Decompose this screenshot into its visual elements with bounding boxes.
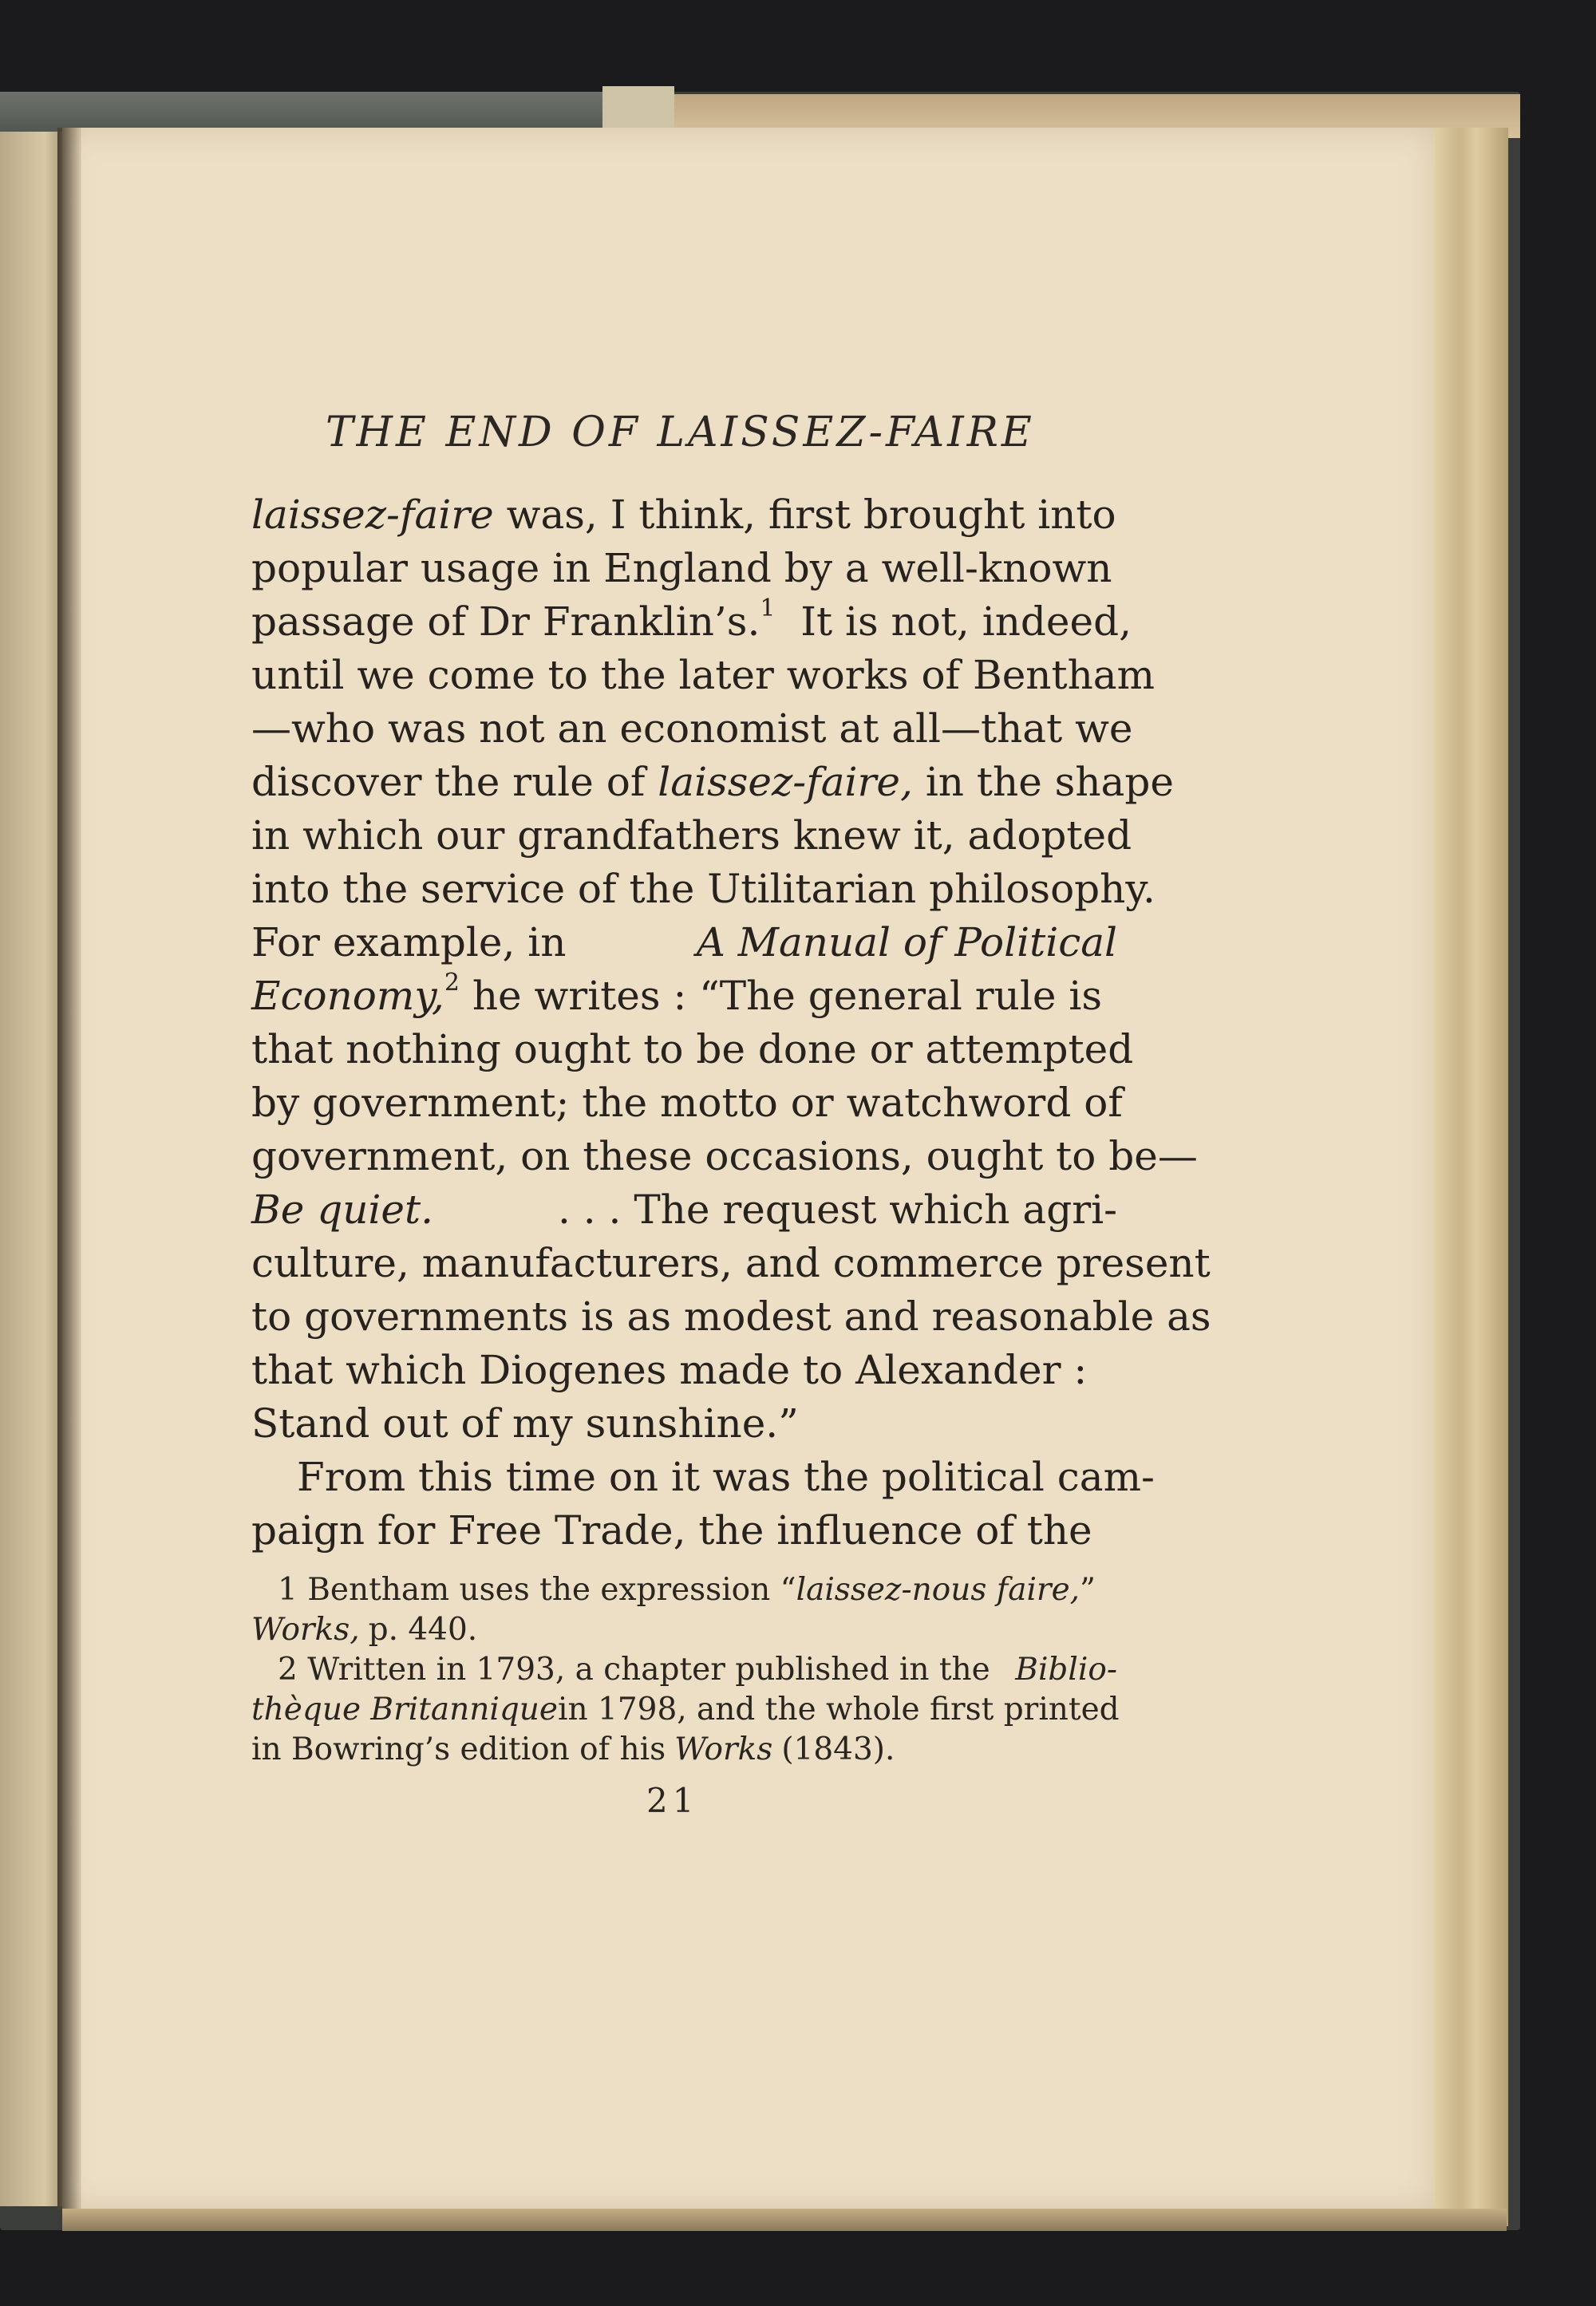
running-head: THE END OF LAISSEZ-FAIRE: [326, 409, 1035, 456]
book-title: A Manual of Political: [696, 919, 1117, 965]
book-title: Biblio-: [1015, 1652, 1117, 1688]
text-span: was, I think, first brought into: [506, 492, 1116, 538]
body-text: [251, 488, 1211, 1558]
footnote-line: [251, 1730, 1117, 1770]
text-line: [251, 969, 1117, 1023]
text-line: that which Diogenes made to Alexander :: [251, 1347, 1088, 1393]
book-title: thèque Britannique: [251, 1692, 559, 1728]
footnote-line: [251, 1690, 1120, 1730]
text-span: ”: [1080, 1572, 1096, 1608]
text-line: From this time on it was the political cam-: [297, 1454, 1155, 1500]
text-line: [251, 1183, 1117, 1237]
footnotes: [251, 1570, 1120, 1770]
footnote-line: [251, 1570, 1117, 1610]
facing-page-edge: [0, 132, 64, 2206]
text-line: in which our grandfathers knew it, adopted: [251, 812, 1132, 859]
book-title: Works: [674, 1731, 773, 1767]
italic-term: Be quiet.: [251, 1187, 434, 1233]
text-line: paign for Free Trade, the influence of the: [251, 1507, 1092, 1554]
text-span: Written in 1793, a chapter published in the: [307, 1652, 990, 1688]
footnote-line: [251, 1610, 1117, 1650]
italic-term: laissez-faire: [251, 492, 494, 538]
text-span: For example, in: [251, 919, 567, 965]
text-span: in Bowring’s edition of his: [251, 1731, 666, 1767]
page-stack-edge: [1428, 128, 1508, 2226]
footnote-number: 1: [278, 1572, 298, 1608]
italic-term: laissez-faire,: [658, 759, 913, 805]
text-line: culture, manufacturers, and commerce present: [251, 1240, 1211, 1286]
text-line: that nothing ought to be done or attempted: [251, 1026, 1134, 1072]
text-line: [251, 488, 1117, 542]
footnote-ref: 2: [444, 969, 460, 997]
italic-term: laissez-nous faire,: [796, 1572, 1080, 1608]
book-title: Economy,: [251, 973, 444, 1019]
text-span: discover the rule of: [251, 759, 646, 805]
footnote-ref: 1: [760, 594, 776, 623]
text-span: in the shape: [925, 759, 1174, 805]
book-title: Works,: [251, 1612, 360, 1648]
text-line: to governments is as modest and reasonable as: [251, 1293, 1211, 1340]
text-span: It is not, indeed,: [800, 598, 1132, 645]
text-span: in 1798, and the whole first printed: [558, 1692, 1120, 1728]
text-line: —who was not an economist at all—that we: [251, 705, 1133, 752]
page-number: 21: [646, 1781, 699, 1820]
page-bottom-edge: [62, 2209, 1507, 2231]
text-span: passage of Dr Franklin’s.: [251, 598, 760, 645]
footnote-number: 2: [278, 1652, 298, 1688]
text-line: [251, 756, 1174, 809]
text-line: Stand out of my sunshine.”: [251, 1400, 799, 1447]
footnote-line: [251, 1650, 1117, 1690]
text-span: (1843).: [781, 1731, 895, 1767]
text-line: popular usage in England by a well-known: [251, 545, 1112, 591]
text-line: government, on these occasions, ought to be—: [251, 1133, 1198, 1179]
text-line: into the service of the Utilitarian philosophy.: [251, 866, 1156, 912]
text-line: [251, 594, 1132, 649]
text-span: he writes : “The general rule is: [472, 973, 1102, 1019]
text-line: by government; the motto or watchword of: [251, 1080, 1123, 1126]
text-span: Bentham uses the expression “: [307, 1572, 796, 1608]
text-span: . . . The request which agri-: [557, 1187, 1117, 1233]
text-line: until we come to the later works of Bentham: [251, 652, 1156, 698]
text-line: [251, 916, 1117, 969]
gutter-shadow: [57, 128, 81, 2210]
text-span: p. 440.: [368, 1612, 478, 1648]
